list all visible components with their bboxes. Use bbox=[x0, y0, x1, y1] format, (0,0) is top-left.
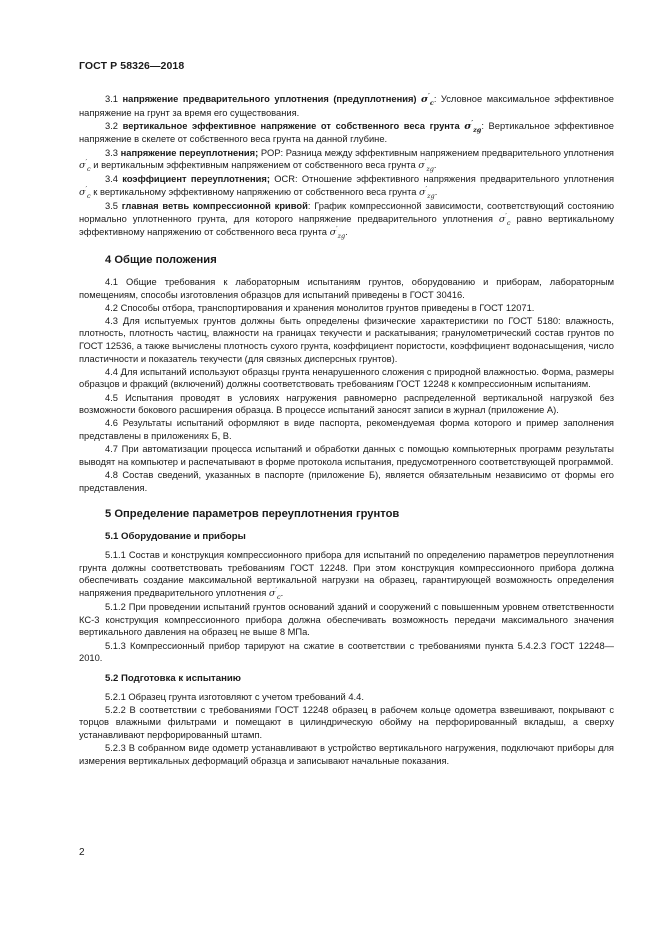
term-3-2: 3.2 вертикальное эффективное напряжение от собственного веса грунта $\sigma'_{zg}$: Вертикальное эффективное напряжение в скелете от собственного веса грунта на данной глубине. bbox=[79, 118, 614, 145]
sigma-c-symbol: $\sigma'_c$ bbox=[79, 184, 91, 200]
standard-header: ГОСТ Р 58326—2018 bbox=[79, 60, 185, 72]
sigma-zg-symbol: $\sigma'_{zg}$ bbox=[329, 225, 346, 241]
sigma-zg-symbol: $\sigma'_{zg}$ bbox=[419, 184, 435, 200]
term-3-3: 3.3 напряжение переуплотнения; POP: Разница между эффективным напряжением предварительного уплотнения $\sigma'_c$ и вертикальным эффективным напряжением от собственного веса грунта $\sigma'_{zg}$. bbox=[79, 147, 614, 174]
paragraph-4-8: 4.8 Состав сведений, указанных в паспорте (приложение Б), является обязательным независимо от формы его представления. bbox=[79, 469, 614, 493]
sigma-c-symbol: $\sigma'_c$ bbox=[498, 211, 511, 227]
sigma-zg-symbol: $\sigma'_{zg}$ bbox=[418, 157, 434, 174]
subsection-5-2-heading: 5.2 Подготовка к испытанию bbox=[105, 672, 241, 684]
sigma-c-symbol: $\sigma'_c$ bbox=[79, 157, 91, 174]
paragraph-4-3: 4.3 Для испытуемых грунтов должны быть определены физические характеристики по ГОСТ 5180: влажность, плотность, плотность частиц, влажности на границах текучести и раскатывания; гранулометрический состав грунтов по ГОСТ 12536, а также вычислены плотность сухого грунта, коэффициент пористости, коэффициент водонасыщения, число пластичности и показатель текучести (для связных дисперсных грунтов). bbox=[79, 315, 614, 364]
paragraph-4-2: 4.2 Способы отбора, транспортирования и хранения монолитов грунтов приведены в ГОСТ 12071. bbox=[105, 302, 535, 313]
paragraph-5-1-2: 5.1.2 При проведении испытаний грунтов оснований зданий и сооружений с повышенным уровнем ответственности КС-3 конструкция компрессионного прибора должна обеспечивать возможность передачи максимального значения вертикального давления на образец не выше 8 МПа. bbox=[79, 602, 614, 638]
paragraph-4-1: 4.1 Общие требования к лабораторным испытаниям грунтов, оборудованию и приборам, лабораторным помещениям, способы изготовления образцов для испытаний приведены в ГОСТ 30416. bbox=[79, 276, 614, 300]
paragraph-4-4: 4.4 Для испытаний используют образцы грунта ненарушенного сложения с природной влажностью. Форма, размеры образцов и фракций (включений) должны соответствовать требованиям ГОСТ 12248 к компрессионным испытаниям. bbox=[79, 366, 614, 390]
paragraph-4-7: 4.7 При автоматизации процесса испытаний и обработки данных с помощью компьютерных программ результаты выводят на компьютер и распечатывают в форме протокола испытания, предусмотренного соответствующей программой. bbox=[79, 444, 614, 467]
page-number: 2 bbox=[79, 847, 85, 858]
paragraph-5-2-3: 5.2.3 В собранном виде одометр устанавливают в устройство вертикального нагружения, подключают приборы для измерения вертикальных деформаций образца и записывают начальные показания. bbox=[79, 743, 614, 766]
paragraph-5-1-1: 5.1.1 Состав и конструкция компрессионного прибора для испытаний по определению параметров переуплотнения грунта должны соответствовать требованиям ГОСТ 12248. При этом конструкция компрессионного прибора должна обеспечивать создание максимальной вертикальной нагрузки на образец, гарантирующей возможность определения напряжения предварительного уплотнения $\sigma'_c$. bbox=[79, 550, 614, 601]
term-3-4: 3.4 коэффициент переуплотнения; OCR: Отношение эффективного напряжения предварительного уплотнения $\sigma'_c$ к вертикальному эффективному напряжению от собственного веса грунта $\sigma'_{zg}$. bbox=[79, 174, 614, 200]
paragraph-4-6: 4.6 Результаты испытаний оформляют в виде паспорта, рекомендуемая форма которого и пример заполнения представлены в приложениях Б, В. bbox=[79, 418, 614, 441]
section-4-heading: 4 Общие положения bbox=[105, 253, 217, 266]
paragraph-5-2-2: 5.2.2 В соответствии с требованиями ГОСТ 12248 образец в рабочем кольце одометра взвешивают, покрывают с торцов влажными фильтрами и помещают в цилиндрическую обойму на перфорированный вкладыш, а сверху устанавливают перфорированный штамп. bbox=[79, 704, 614, 741]
paragraph-5-1-3: 5.1.3 Компрессионный прибор тарируют на сжатие в соответствии с требованиями пункта 5.4.2.3 ГОСТ 12248—2010. bbox=[79, 640, 614, 664]
page-content bbox=[79, 93, 614, 768]
term-3-5: 3.5 главная ветвь компрессионной кривой: График компрессионной зависимости, соответствующий состоянию нормально уплотненного грунта, для которого напряжение предварительного уплотнения $\sigma'_c$ равно вертикальному эффективному напряжению от собственного веса грунта $\sigma'_{zg}$. bbox=[79, 201, 614, 241]
sigma-zg-symbol: $\sigma'_{zg}$ bbox=[464, 118, 482, 134]
term-3-1: 3.1 напряжение предварительного уплотнения (предуплотнения) $\sigma'_c$: Условное максимальное эффективное напряжение на грунт за время его существования. bbox=[79, 91, 614, 118]
subsection-5-1-heading: 5.1 Оборудование и приборы bbox=[105, 531, 246, 543]
sigma-c-symbol: $\sigma'_c$ bbox=[421, 91, 434, 107]
paragraph-5-2-1: 5.2.1 Образец грунта изготовляют с учетом требований 4.4. bbox=[105, 691, 364, 702]
paragraph-4-5: 4.5 Испытания проводят в условиях нагружения равномерно распределенной вертикальной нагрузкой без возможности бокового расширения образца. В процессе испытаний заносят записи в журнал (приложение А). bbox=[79, 392, 614, 416]
section-5-heading: 5 Определение параметров переуплотнения грунтов bbox=[105, 508, 400, 521]
sigma-c-symbol: $\sigma'_c$ bbox=[268, 585, 281, 601]
